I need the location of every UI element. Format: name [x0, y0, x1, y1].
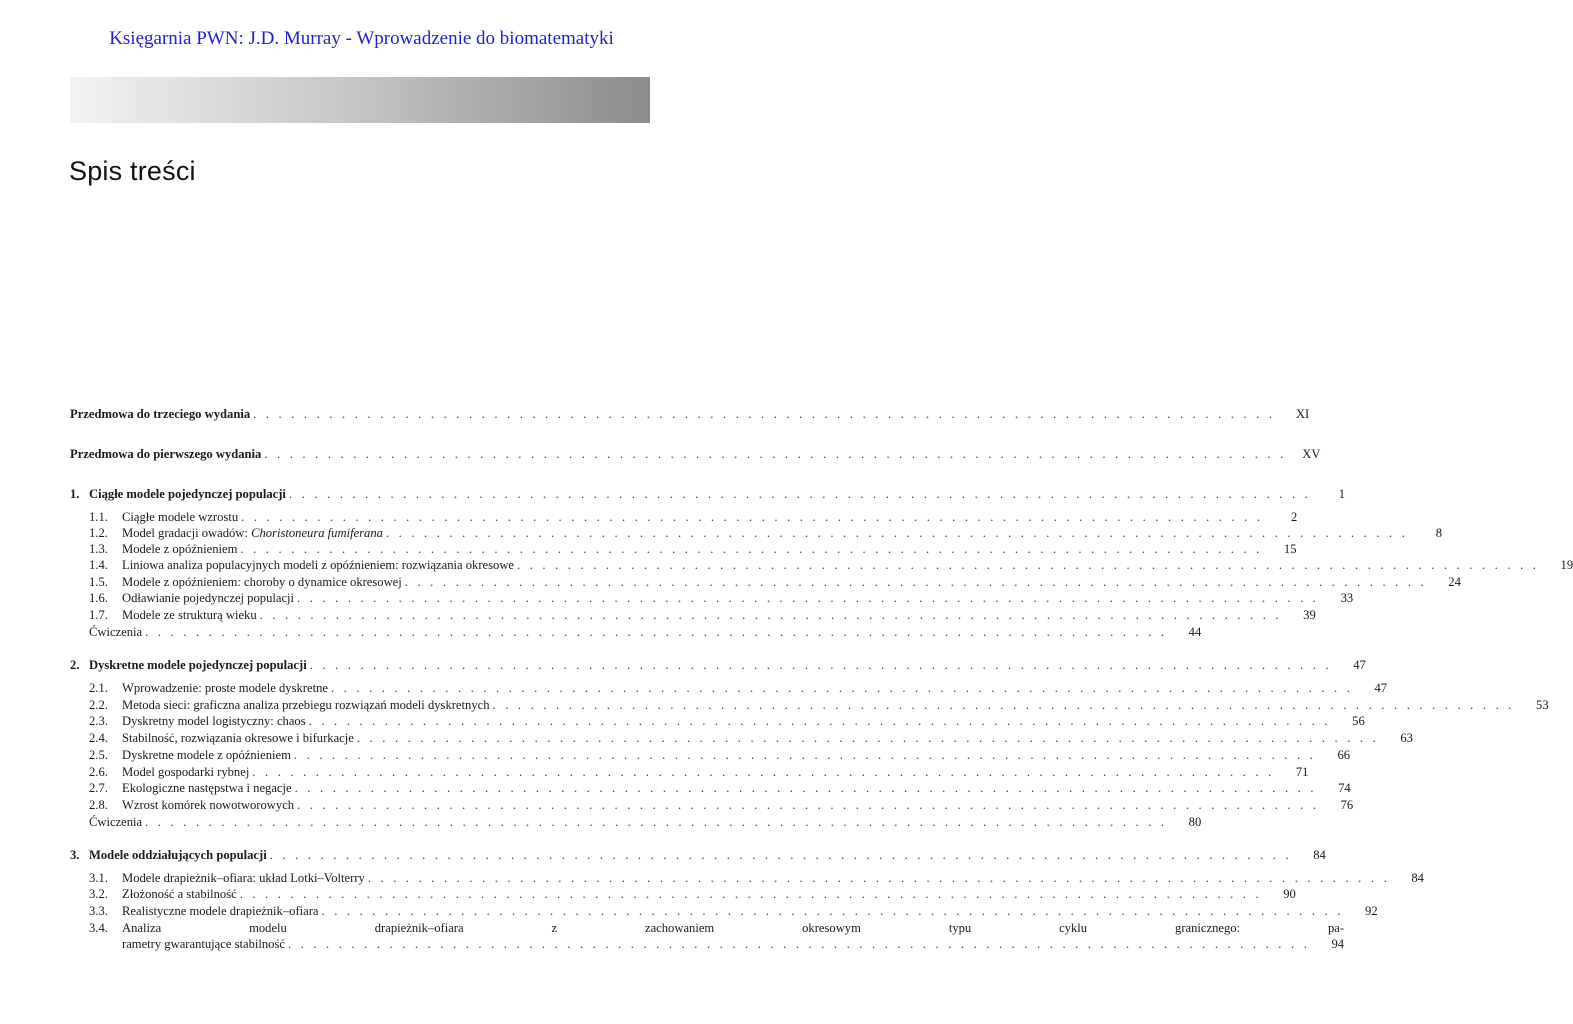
- section-title: Modele z opóźnieniem: choroby o dynamice okresowej: [122, 575, 402, 589]
- section-number: 3.2.: [89, 887, 108, 901]
- toc-entry-preface-first: [70, 446, 1321, 462]
- section-title-text: Model gradacji owadów:: [122, 526, 252, 540]
- section-number: 2.8.: [89, 798, 108, 812]
- chapter-number: 3.: [70, 848, 80, 862]
- section-title: Modele z opóźnieniem: [122, 542, 238, 556]
- section-title-line-2: rametry gwarantujące stabilność: [122, 937, 285, 951]
- chapter-title: Ciągłe modele pojedynczej populacji: [89, 487, 286, 501]
- toc-section-1-6: [70, 590, 1354, 606]
- section-number: 1.2.: [89, 526, 108, 540]
- toc-section-2-6: [70, 764, 1309, 780]
- species-name: Choristoneura fumiferana: [251, 526, 383, 540]
- section-number: 3.4.: [89, 921, 108, 935]
- chapter-number: 1.: [70, 487, 80, 501]
- toc-section-2-8: [70, 797, 1354, 813]
- toc-chapter-3: [70, 847, 1326, 863]
- toc-section-2-3: [70, 713, 1365, 729]
- toc-page-number: 39: [1303, 608, 1316, 622]
- toc-page-number: 74: [1338, 781, 1351, 795]
- toc-page-number: 2: [1290, 510, 1298, 524]
- toc-section-1-7: [70, 607, 1316, 623]
- section-number: 2.2.: [89, 698, 108, 712]
- section-title: Odławianie pojedynczej populacji: [122, 591, 295, 605]
- toc-page-number: 56: [1352, 714, 1365, 728]
- toc-section-1-4: [70, 557, 1573, 573]
- toc-page-number: 15: [1283, 542, 1297, 556]
- leader-dots: [310, 657, 1332, 673]
- toc-section-1-5: [70, 574, 1461, 590]
- toc-entry-title: Przedmowa do trzeciego wydania: [70, 407, 251, 421]
- bookstore-header-link[interactable]: Księgarnia PWN: J.D. Murray - Wprowadzenie do biomatematyki: [109, 28, 614, 49]
- toc-page-number: 84: [1411, 871, 1424, 885]
- section-number: 1.7.: [89, 608, 108, 622]
- leader-dots: [405, 574, 1427, 590]
- leader-dots: [294, 747, 1316, 763]
- leader-dots: [145, 624, 1167, 640]
- section-title-line-2-row: [122, 936, 1344, 952]
- chapter-number: 2.: [70, 658, 80, 672]
- chapter-title: Dyskretne modele pojedynczej populacji: [89, 658, 307, 672]
- section-title: Ekologiczne następstwa i negacje: [122, 781, 292, 795]
- section-title: Dyskretny model logistyczny: chaos: [122, 714, 306, 728]
- toc-page-number: 84: [1313, 848, 1326, 862]
- toc-section-2-1: [70, 680, 1388, 696]
- leader-dots: [270, 847, 1292, 863]
- exercises-title: Ćwiczenia: [89, 625, 143, 639]
- toc-chapter-1: [70, 486, 1346, 502]
- leader-dots: [288, 936, 1310, 952]
- section-number: 2.4.: [89, 731, 108, 745]
- section-title: Ciągłe modele wzrostu: [122, 510, 239, 524]
- toc-page-number: 80: [1188, 815, 1202, 829]
- toc-section-1-2: [70, 525, 1443, 541]
- leader-dots: [331, 680, 1353, 696]
- toc-section-2-4: [70, 730, 1413, 746]
- section-number: 2.7.: [89, 781, 108, 795]
- section-number: 2.6.: [89, 765, 108, 779]
- toc-page-number: 53: [1536, 698, 1549, 712]
- leader-dots: [241, 509, 1263, 525]
- section-number: 2.5.: [89, 748, 108, 762]
- toc-page-number: 90: [1283, 887, 1296, 901]
- section-title: Modele ze strukturą wieku: [122, 608, 257, 622]
- leader-dots: [386, 525, 1408, 541]
- toc-page-number: 47: [1353, 658, 1366, 672]
- leader-dots: [368, 870, 1390, 886]
- toc-section-3-3: [70, 903, 1378, 919]
- section-title: Dyskretne modele z opóźnieniem: [122, 748, 291, 762]
- section-title: Liniowa analiza populacyjnych modeli z opóźnieniem: rozwiązania okresowe: [122, 558, 515, 572]
- leader-dots: [297, 590, 1319, 606]
- leader-dots: [289, 486, 1311, 502]
- section-title: Wzrost komórek nowotworowych: [122, 798, 295, 812]
- toc-page-number: XV: [1302, 447, 1321, 461]
- section-number: 1.1.: [89, 510, 108, 524]
- section-number: 3.1.: [89, 871, 108, 885]
- toc-page-number: XI: [1295, 407, 1310, 421]
- exercises-title: Ćwiczenia: [89, 815, 143, 829]
- toc-page-number: 8: [1435, 526, 1443, 540]
- leader-dots: [252, 764, 1274, 780]
- toc-page-number: 63: [1400, 731, 1413, 745]
- section-title: Model gospodarki rybnej: [122, 765, 250, 779]
- toc-page-number: 66: [1337, 748, 1351, 762]
- section-number: 2.1.: [89, 681, 108, 695]
- toc-exercises-2: [70, 814, 1202, 830]
- toc-exercises-1: [70, 624, 1202, 640]
- toc-section-2-5: [70, 747, 1351, 763]
- toc-page-number: 1: [1338, 487, 1346, 501]
- section-title: [122, 525, 386, 541]
- section-title: Realistyczne modele drapieżnik–ofiara: [122, 904, 319, 918]
- toc-page-number: 24: [1448, 575, 1461, 589]
- section-title: Modele drapieżnik–ofiara: układ Lotki–Volterry: [122, 871, 365, 885]
- page-title: Spis treści: [69, 156, 196, 186]
- toc-page-number: 76: [1340, 798, 1354, 812]
- toc-section-3-1: [70, 870, 1424, 886]
- leader-dots: [309, 713, 1331, 729]
- chapter-title: Modele oddziałujących populacji: [89, 848, 267, 862]
- leader-dots: [264, 446, 1286, 462]
- section-title: Metoda sieci: graficzna analiza przebiegu rozwiązań modeli dyskretnych: [122, 698, 490, 712]
- leader-dots: [517, 557, 1539, 573]
- leader-dots: [253, 406, 1275, 422]
- section-title-block: [122, 920, 1344, 952]
- toc-entry-preface-third: [70, 406, 1310, 422]
- leader-dots: [357, 730, 1379, 746]
- toc-page-number: 71: [1295, 765, 1309, 779]
- toc-page-number: 94: [1331, 937, 1345, 951]
- toc-page-number: 33: [1340, 591, 1354, 605]
- toc-section-1-1: [70, 509, 1298, 525]
- leader-dots: [240, 886, 1262, 902]
- toc-entry-title: Przedmowa do pierwszego wydania: [70, 447, 262, 461]
- toc-page-number: 19: [1560, 558, 1573, 572]
- section-number: 2.3.: [89, 714, 108, 728]
- section-number: 1.3.: [89, 542, 108, 556]
- leader-dots: [493, 697, 1515, 713]
- section-number: 1.6.: [89, 591, 108, 605]
- toc-chapter-2: [70, 657, 1366, 673]
- section-title: Stabilność, rozwiązania okresowe i bifurkacje: [122, 731, 354, 745]
- toc-section-3-2: [70, 886, 1296, 902]
- toc-page-number: 92: [1365, 904, 1378, 918]
- leader-dots: [145, 814, 1167, 830]
- toc-section-2-7: [70, 780, 1351, 796]
- toc-section-3-4: [70, 920, 1345, 952]
- leader-dots: [322, 903, 1344, 919]
- section-number: 3.3.: [89, 904, 108, 918]
- toc-page-number: 44: [1188, 625, 1202, 639]
- toc-section-2-2: [70, 697, 1549, 713]
- leader-dots: [297, 797, 1319, 813]
- leader-dots: [240, 541, 1262, 557]
- section-title: Złożoność a stabilność: [122, 887, 237, 901]
- section-number: 1.4.: [89, 558, 108, 572]
- toc-section-1-3: [70, 541, 1297, 557]
- header-gradient-bar: [70, 77, 650, 123]
- section-number: 1.5.: [89, 575, 108, 589]
- section-title: Wprowadzenie: proste modele dyskretne: [122, 681, 328, 695]
- leader-dots: [295, 780, 1317, 796]
- leader-dots: [260, 607, 1282, 623]
- section-title-line-1: Analiza modelu drapieżnik–ofiara z zachowaniem okresowym typu cyklu granicznego: pa-: [122, 921, 1345, 935]
- toc-page-number: 47: [1374, 681, 1388, 695]
